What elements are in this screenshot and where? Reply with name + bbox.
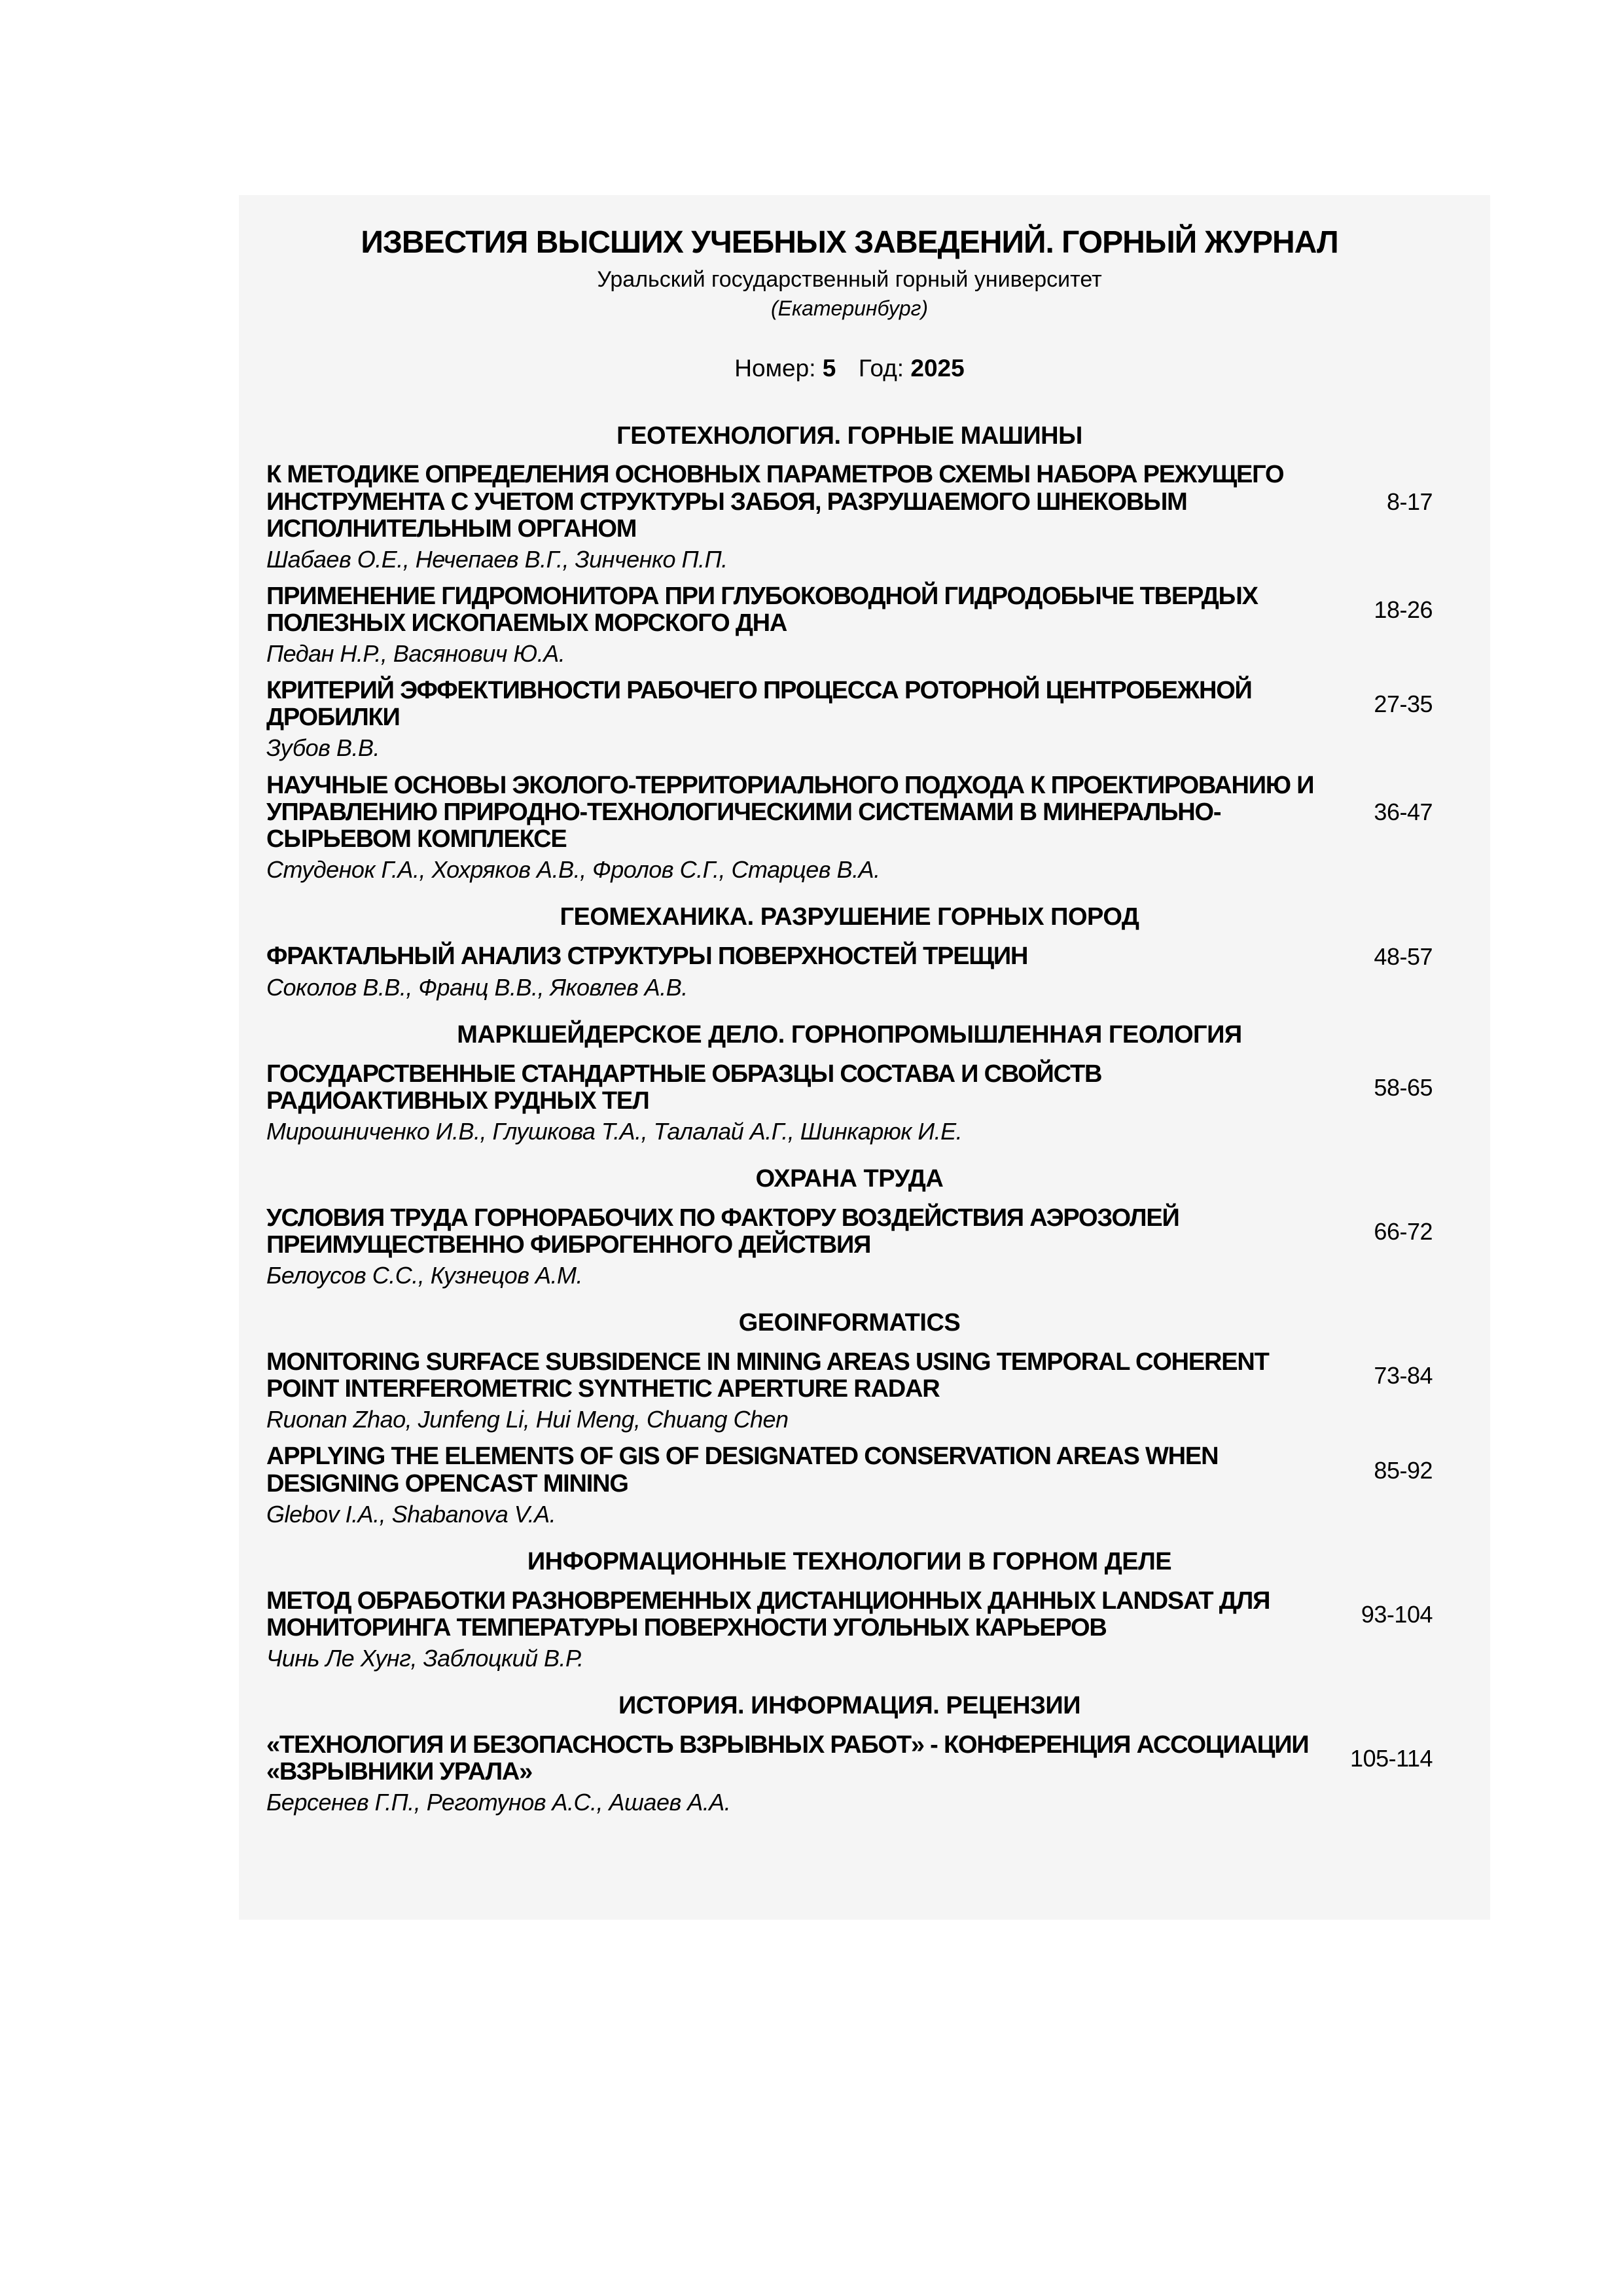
article-page-range: 8-17 <box>1386 488 1433 516</box>
article-title: МЕТОД ОБРАБОТКИ РАЗНОВРЕМЕННЫХ ДИСТАНЦИОННЫХ ДАННЫХ LANDSAT ДЛЯ МОНИТОРИНГА ТЕМПЕРАТУРЫ ПОВЕРХНОСТИ УГОЛЬНЫХ КАРЬЕРОВ <box>266 1587 1270 1641</box>
toc-entry <box>266 677 1433 761</box>
article-page-range: 36-47 <box>1374 798 1433 826</box>
article-page-range: 58-65 <box>1374 1073 1433 1101</box>
article-page-range: 27-35 <box>1374 691 1433 718</box>
article-title: КРИТЕРИЙ ЭФФЕКТИВНОСТИ РАБОЧЕГО ПРОЦЕССА РОТОРНОЙ ЦЕНТРОБЕЖНОЙ ДРОБИЛКИ <box>266 677 1252 732</box>
article-page-range: 18-26 <box>1374 596 1433 623</box>
article-authors: Ruonan Zhao, Junfeng Li, Hui Meng, Chuang Chen <box>266 1406 789 1433</box>
journal-title: ИЗВЕСТИЯ ВЫСШИХ УЧЕБНЫХ ЗАВЕДЕНИЙ. ГОРНЫЙ ЖУРНАЛ <box>361 225 1338 260</box>
toc-entry <box>266 1443 1433 1527</box>
article-page-range: 93-104 <box>1361 1600 1433 1628</box>
article-title: MONITORING SURFACE SUBSIDENCE IN MINING AREAS USING TEMPORAL COHERENT POINT INTERFEROMETRIC SYNTHETIC APERTURE RADAR <box>266 1348 1269 1403</box>
toc-entry <box>266 461 1433 572</box>
toc-entry <box>266 1732 1433 1816</box>
article-authors: Чинь Ле Хунг, Заблоцкий В.Р. <box>266 1644 584 1672</box>
section-heading: ГЕОТЕХНОЛОГИЯ. ГОРНЫЕ МАШИНЫ <box>616 422 1082 450</box>
toc-entry <box>266 583 1433 667</box>
article-title: УСЛОВИЯ ТРУДА ГОРНОРАБОЧИХ ПО ФАКТОРУ ВОЗДЕЙСТВИЯ АЭРОЗОЛЕЙ ПРЕИМУЩЕСТВЕННО ФИБРОГЕННОГО ДЕЙСТВИЯ <box>266 1204 1179 1259</box>
toc-sections <box>266 422 1433 1816</box>
year-label: Год: <box>858 355 904 382</box>
article-title: НАУЧНЫЕ ОСНОВЫ ЭКОЛОГО-ТЕРРИТОРИАЛЬНОГО ПОДХОДА К ПРОЕКТИРОВАНИЮ И УПРАВЛЕНИЮ ПРИРОДНО-ТЕХНОЛОГИЧЕСКИМИ СИСТЕМАМИ В МИНЕРАЛЬНО-СЫРЬЕВОМ КОМПЛЕКСЕ <box>266 771 1314 853</box>
toc-entry <box>266 1205 1433 1289</box>
section-heading: ИСТОРИЯ. ИНФОРМАЦИЯ. РЕЦЕНЗИИ <box>618 1691 1081 1719</box>
article-authors: Белоусов С.С., Кузнецов А.М. <box>266 1262 582 1289</box>
section-heading: ИНФОРМАЦИОННЫЕ ТЕХНОЛОГИИ В ГОРНОМ ДЕЛЕ <box>527 1547 1172 1575</box>
article-page-range: 85-92 <box>1374 1456 1433 1484</box>
article-title: ГОСУДАРСТВЕННЫЕ СТАНДАРТНЫЕ ОБРАЗЦЫ СОСТАВА И СВОЙСТВ РАДИОАКТИВНЫХ РУДНЫХ ТЕЛ <box>266 1060 1102 1115</box>
section-heading: GEOINFORMATICS <box>738 1309 961 1337</box>
issue-line <box>266 354 1433 383</box>
article-authors: Glebov I.A., Shabanova V.A. <box>266 1500 556 1528</box>
article-authors: Соколов В.В., Франц В.В., Яковлев А.В. <box>266 973 688 1001</box>
section-heading: МАРКШЕЙДЕРСКОЕ ДЕЛО. ГОРНОПРОМЫШЛЕННАЯ ГЕОЛОГИЯ <box>457 1021 1242 1049</box>
article-authors: Мирошниченко И.В., Глушкова Т.А., Талалай А.Г., Шинкарюк И.Е. <box>266 1117 963 1145</box>
journal-city: (Екатеринбург) <box>770 296 929 320</box>
article-page-range: 73-84 <box>1374 1362 1433 1390</box>
article-title: К МЕТОДИКЕ ОПРЕДЕЛЕНИЯ ОСНОВНЫХ ПАРАМЕТРОВ СХЕМЫ НАБОРА РЕЖУЩЕГО ИНСТРУМЕНТА С УЧЕТОМ СТРУКТУРЫ ЗАБОЯ, РАЗРУШАЕМОГО ШНЕКОВЫМ ИСПОЛНИТЕЛЬНЫМ ОРГАНОМ <box>266 461 1284 543</box>
article-page-range: 48-57 <box>1374 942 1433 970</box>
article-page-range: 66-72 <box>1374 1218 1433 1245</box>
issue-number: 5 <box>822 355 836 382</box>
journal-header <box>266 224 1433 384</box>
article-authors: Берсенев Г.П., Реготунов А.С., Ашаев А.А. <box>266 1788 731 1816</box>
toc-entry <box>266 943 1433 1001</box>
article-title: ФРАКТАЛЬНЫЙ АНАЛИЗ СТРУКТУРЫ ПОВЕРХНОСТЕЙ ТРЕЩИН <box>266 942 1028 970</box>
article-title: APPLYING THE ELEMENTS OF GIS OF DESIGNATED CONSERVATION AREAS WHEN DESIGNING OPENCAST MINING <box>266 1443 1219 1498</box>
section-heading: ОХРАНА ТРУДА <box>755 1165 944 1193</box>
article-authors: Зубов В.В. <box>266 734 380 762</box>
article-title: «ТЕХНОЛОГИЯ И БЕЗОПАСНОСТЬ ВЗРЫВНЫХ РАБОТ» - КОНФЕРЕНЦИЯ АССОЦИАЦИИ «ВЗРЫВНИКИ УРАЛА» <box>266 1731 1309 1785</box>
toc-entry <box>266 772 1433 883</box>
article-authors: Педан Н.Р., Васянович Ю.А. <box>266 640 565 668</box>
article-page-range: 105-114 <box>1350 1744 1433 1772</box>
article-authors: Шабаев О.Е., Нечепаев В.Г., Зинченко П.П. <box>266 545 728 573</box>
issue-label: Номер: <box>734 355 816 382</box>
year-value: 2025 <box>910 355 965 382</box>
section-heading: ГЕОМЕХАНИКА. РАЗРУШЕНИЕ ГОРНЫХ ПОРОД <box>560 903 1139 931</box>
toc-sheet <box>239 195 1490 1920</box>
toc-entry <box>266 1588 1433 1672</box>
article-authors: Студенок Г.А., Хохряков А.В., Фролов С.Г., Старцев В.А. <box>266 855 880 883</box>
toc-entry <box>266 1349 1433 1433</box>
journal-university: Уральский государственный горный университет <box>597 266 1102 292</box>
toc-entry <box>266 1061 1433 1145</box>
article-title: ПРИМЕНЕНИЕ ГИДРОМОНИТОРА ПРИ ГЛУБОКОВОДНОЙ ГИДРОДОБЫЧЕ ТВЕРДЫХ ПОЛЕЗНЫХ ИСКОПАЕМЫХ МОРСКОГО ДНА <box>266 582 1258 637</box>
